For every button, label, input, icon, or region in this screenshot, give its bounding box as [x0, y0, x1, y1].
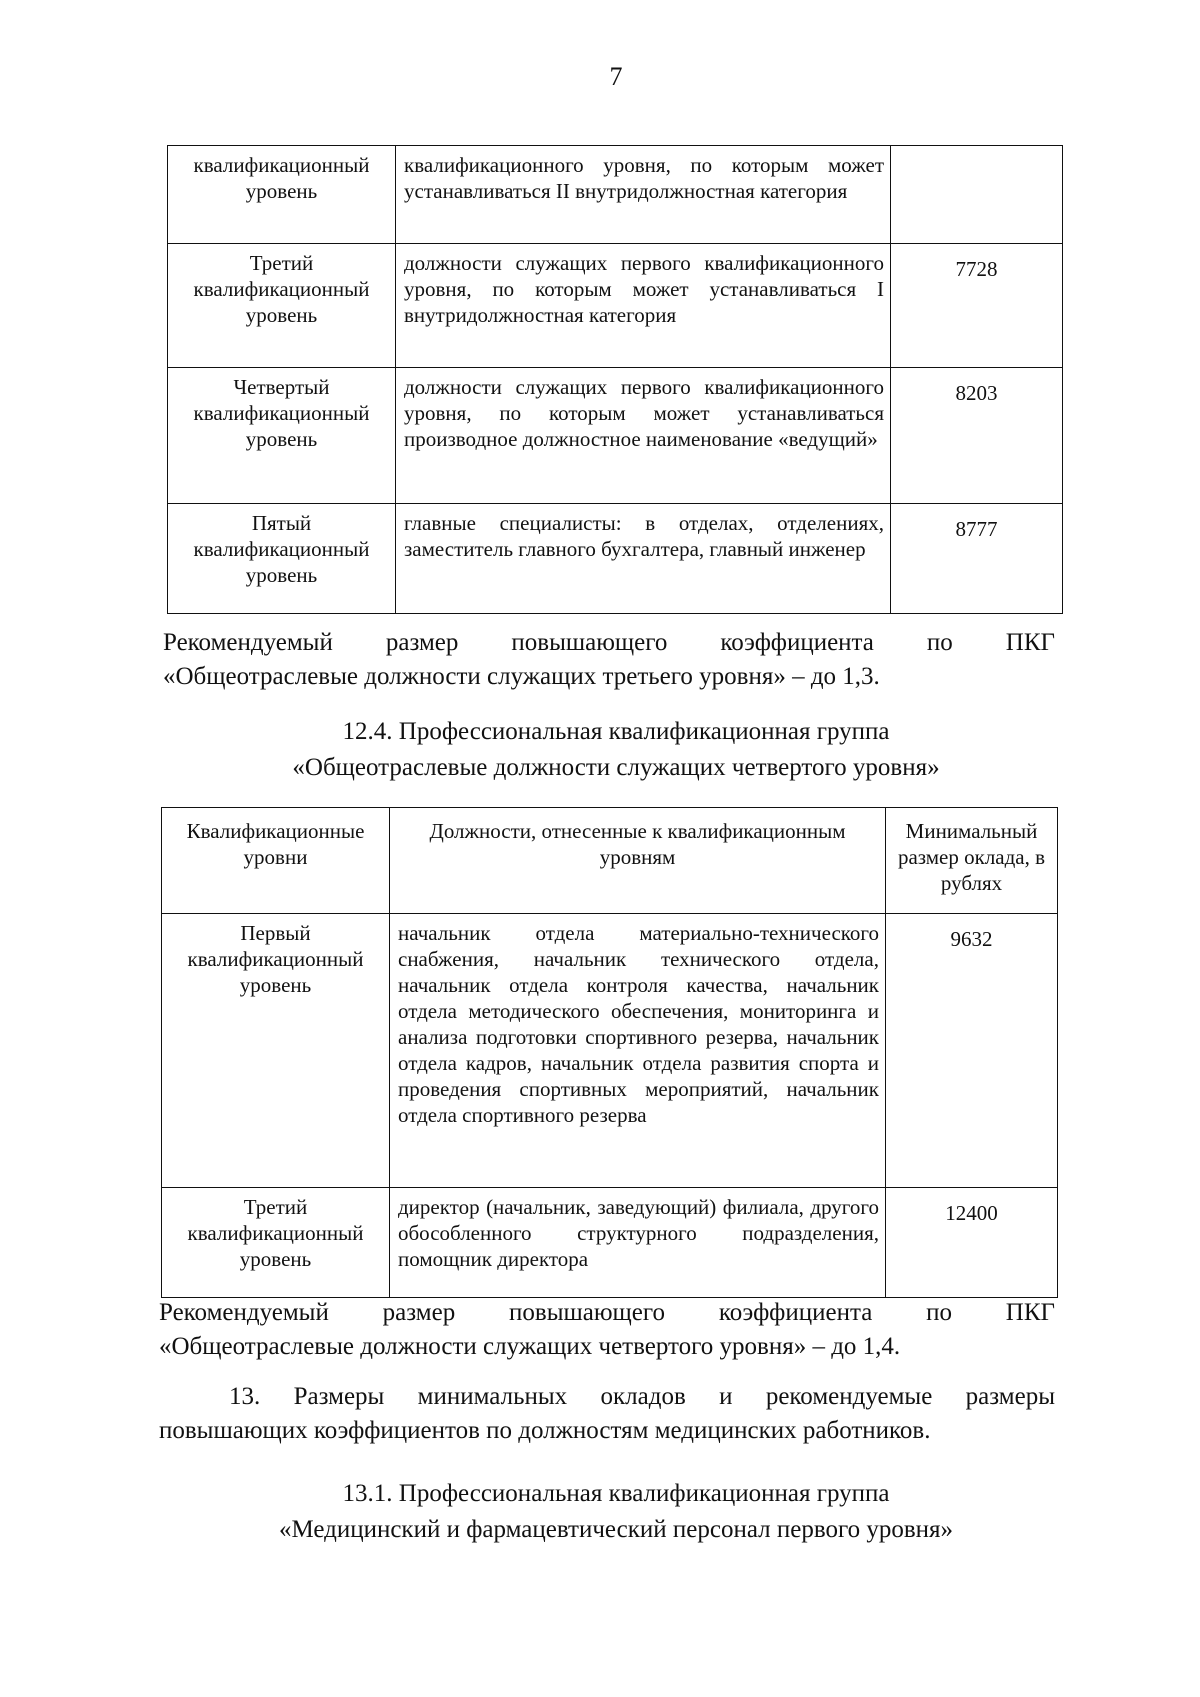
level-cell: Четвертый квалификационный уровень	[168, 368, 396, 504]
qualification-table-third-level	[167, 145, 1063, 614]
paragraph-line: «Общеотраслевые должности служащих третьего уровня» – до 1,3.	[163, 663, 880, 690]
level-cell: квалификационный уровень	[168, 146, 396, 244]
section-title-line: 13.1. Профессиональная квалификационная группа	[342, 1480, 890, 1507]
positions-cell: директор (начальник, заведующий) филиала, другого обособленного структурного подразделения, помощник директора	[390, 1188, 886, 1298]
qualification-table-fourth-level	[161, 807, 1058, 1298]
salary-cell: 7728	[891, 244, 1063, 368]
page-number: 7	[609, 62, 623, 91]
level-cell: Третий квалификационный уровень	[162, 1188, 390, 1298]
positions-cell: квалификационного уровня, по которым может устанавливаться II внутридолжностная категория	[396, 146, 891, 244]
paragraph-line: Рекомендуемый размер повышающего коэффициента по ПКГ	[159, 1299, 1055, 1326]
header-levels: Квалификационные уровни	[162, 808, 390, 914]
paragraph-line: повышающих коэффициентов по должностям медицинских работников.	[159, 1417, 931, 1444]
table-row	[162, 914, 1058, 1188]
table-row	[162, 1188, 1058, 1298]
section-title-line: «Медицинский и фармацевтический персонал первого уровня»	[278, 1516, 954, 1543]
level-cell: Третий квалификационный уровень	[168, 244, 396, 368]
salary-cell: 8203	[891, 368, 1063, 504]
table-row	[168, 504, 1063, 614]
salary-cell	[891, 146, 1063, 244]
section-title-12-4	[0, 714, 1200, 786]
table-header-row	[162, 808, 1058, 914]
paragraph-line: «Общеотраслевые должности служащих четвертого уровня» – до 1,4.	[159, 1333, 901, 1360]
table-row	[168, 244, 1063, 368]
paragraph-line: 13. Размеры минимальных окладов и рекомендуемые размеры	[229, 1383, 1055, 1410]
header-salary: Минимальный размер оклада, в рублях	[886, 808, 1058, 914]
level-cell: Пятый квалификационный уровень	[168, 504, 396, 614]
salary-cell: 12400	[886, 1188, 1058, 1298]
table-row	[168, 368, 1063, 504]
recommended-coefficient-paragraph-3	[163, 626, 1055, 694]
positions-cell: главные специалисты: в отделах, отделениях, заместитель главного бухгалтера, главный инженер	[396, 504, 891, 614]
level-cell: Первый квалификационный уровень	[162, 914, 390, 1188]
paragraph-line: Рекомендуемый размер повышающего коэффициента по ПКГ	[163, 629, 1055, 656]
section-title-line: «Общеотраслевые должности служащих четвертого уровня»	[292, 754, 940, 781]
positions-cell: должности служащих первого квалификационного уровня, по которым может устанавливаться производное должностное наименование «ведущий»	[396, 368, 891, 504]
section-title-line: 12.4. Профессиональная квалификационная группа	[342, 718, 890, 745]
section-title-13-1	[0, 1476, 1200, 1548]
positions-cell: начальник отдела материально-технического снабжения, начальник технического отдела, начальник отдела контроля качества, начальник отдела методического обеспечения, мониторинга и анализа подготовки спортивного резерва, начальник отдела кадров, начальник отдела развития спорта и проведения спортивных мероприятий, начальник отдела спортивного резерва	[390, 914, 886, 1188]
salary-cell: 9632	[886, 914, 1058, 1188]
table-row	[168, 146, 1063, 244]
salary-cell: 8777	[891, 504, 1063, 614]
positions-cell: должности служащих первого квалификационного уровня, по которым может устанавливаться I внутридолжностная категория	[396, 244, 891, 368]
section-13-paragraph	[159, 1380, 1055, 1448]
header-positions: Должности, отнесенные к квалификационным уровням	[390, 808, 886, 914]
recommended-coefficient-paragraph-4	[159, 1296, 1055, 1364]
